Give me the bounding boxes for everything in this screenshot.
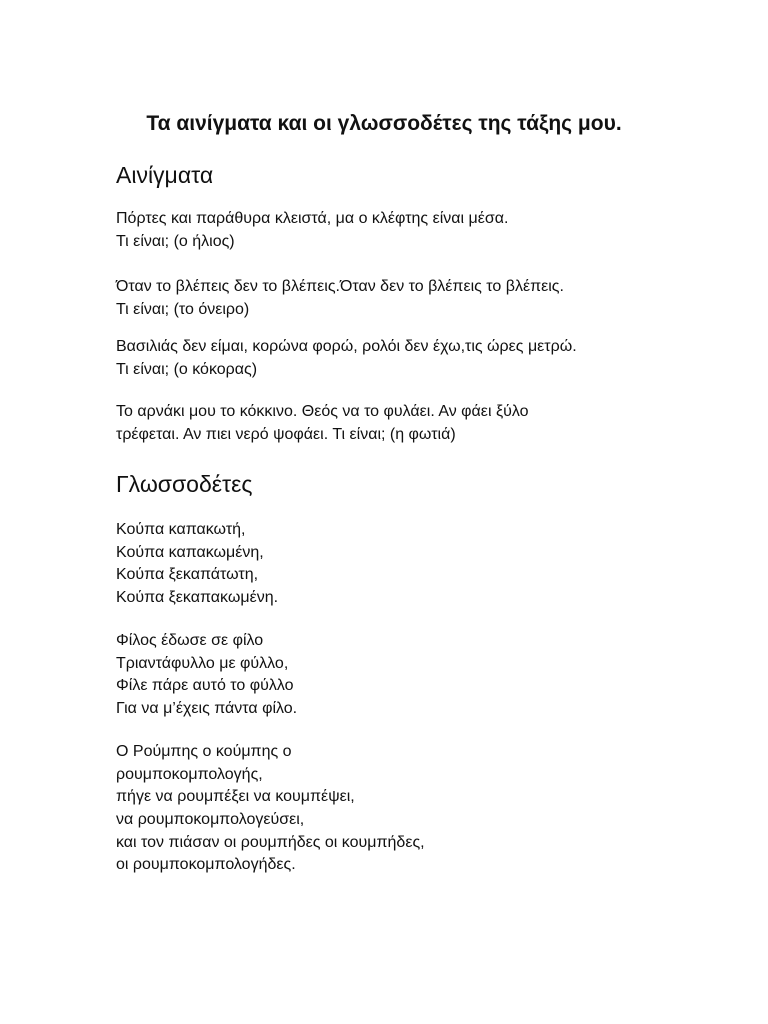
tongue-twister-line: οι ρουμποκομπολογήδες. — [116, 856, 296, 874]
riddle-item — [116, 336, 577, 381]
riddle-answer: Τι είναι; (το όνειρο) — [116, 300, 250, 318]
riddle-item — [116, 208, 508, 253]
tongue-twister-line: Κούπα καπακωτή, — [116, 521, 246, 538]
tongue-twister-line: Ο Ρούμπης ο κούμπης ο — [116, 743, 292, 760]
tongue-twister-line: Κούπα ξεκαπάτωτη, — [116, 566, 259, 584]
tongue-twister-item — [116, 519, 278, 610]
riddle-line: Πόρτες και παράθυρα κλειστά, μα ο κλέφτης είναι μέσα. — [116, 210, 509, 227]
riddle-line: Όταν το βλέπεις δεν το βλέπεις.Όταν δεν το βλέπεις το βλέπεις. — [116, 278, 564, 295]
tongue-twister-item — [116, 630, 297, 721]
tongue-twister-line: Κούπα ξεκαπακωμένη. — [116, 589, 279, 607]
tongue-twister-line: Φίλε πάρε αυτό το φύλλο — [116, 677, 294, 695]
riddle-line: Το αρνάκι μου το κόκκινο. Θεός να το φυλάει. Αν φάει ξύλο — [116, 403, 529, 420]
riddle-item — [116, 401, 529, 446]
riddle-item — [116, 276, 564, 321]
tongue-twister-line: Κούπα καπακωμένη, — [116, 543, 264, 561]
tongue-twister-line: Τριαντάφυλλο με φύλλο, — [116, 654, 289, 672]
tongue-twister-line: και τον πιάσαν οι ρουμπήδες οι κουμπήδες, — [116, 833, 425, 851]
tongue-twister-line: να ρουμποκομπολογεύσει, — [116, 811, 305, 829]
tongue-twister-line: Για να μ’έχεις πάντα φίλο. — [116, 700, 298, 718]
tongue-twisters-heading: Γλωσσοδέτες — [116, 471, 253, 497]
tongue-twister-item — [116, 741, 425, 877]
riddles-heading: Αινίγματα — [116, 162, 214, 188]
document-title: Τα αινίγματα και οι γλωσσοδέτες της τάξης μου. — [146, 112, 622, 135]
tongue-twister-line: Φίλος έδωσε σε φίλο — [116, 632, 264, 649]
riddle-answer: Τι είναι; (ο κόκορας) — [116, 360, 258, 378]
tongue-twister-line: ρουμποκομπολογής, — [116, 765, 263, 783]
tongue-twister-line: πήγε να ρουμπέξει να κουμπέψει, — [116, 788, 355, 806]
riddle-line: Βασιλιάς δεν είμαι, κορώνα φορώ, ρολόι δεν έχω,τις ώρες μετρώ. — [116, 338, 577, 355]
riddle-answer: Τι είναι; (ο ήλιος) — [116, 232, 235, 250]
riddle-line: τρέφεται. Αν πιει νερό ψοφάει. Τι είναι; (η φωτιά) — [116, 425, 456, 443]
